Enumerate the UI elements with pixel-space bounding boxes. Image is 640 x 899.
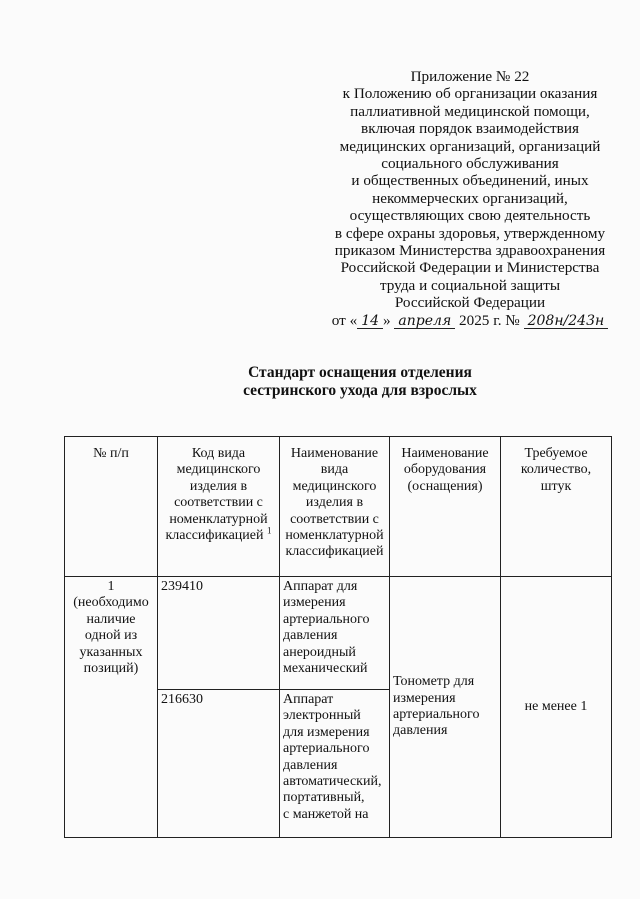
table-row — [65, 577, 612, 690]
code-cell: 216630 — [158, 690, 280, 838]
equipment-table — [64, 436, 612, 838]
appendix-line: включая порядок взаимодействия — [361, 120, 579, 138]
header-equipment: Наименование оборудования (оснащения) — [390, 437, 501, 577]
appendix-line: и общественных объединений, иных — [351, 172, 589, 190]
order-number: 208н/243н — [524, 314, 609, 329]
equipment-cell: Тонометр для измерения артериального давления — [390, 577, 501, 838]
appendix-line: некоммерческих организаций, — [372, 189, 568, 207]
order-date-line — [320, 312, 620, 329]
appendix-line: Приложение № 22 — [410, 68, 530, 85]
header-num: № п/п — [65, 437, 158, 577]
appendix-line: к Положению об организации оказания — [342, 85, 598, 103]
header-quantity: Требуемое количество, штук — [501, 437, 612, 577]
appendix-line: социального обслуживания — [381, 155, 559, 173]
date-mid: » — [383, 311, 391, 329]
appendix-line: осуществляющих свою деятельность — [349, 207, 591, 225]
row-num-cell: 1 (необходимо наличие одной из указанных позиций) — [65, 577, 158, 838]
date-year: 2025 г. № — [459, 311, 520, 329]
device-name-cell: Аппарат электронный для измерения артериального давления автоматический, портативный, с манжетой на — [280, 690, 390, 838]
appendix-line: в сфере охраны здоровья, утвержденному — [334, 224, 606, 242]
date-prefix: от « — [331, 311, 358, 329]
header-code: Код вида медицинского изделия в соответствии с номенклатурной классификацией $^1$ — [158, 437, 280, 577]
date-month: апреля — [394, 314, 455, 329]
document-title — [160, 364, 560, 400]
code-cell: 239410 — [158, 577, 280, 690]
footnote-mark: 1 — [266, 525, 272, 536]
quantity-cell: не менее 1 — [501, 577, 612, 838]
device-name-cell: Аппарат для измерения артериального давления анероидный механический — [280, 577, 390, 690]
appendix-line: труда и социальной защиты — [379, 276, 561, 294]
appendix-line: Российской Федерации и Министерства — [340, 259, 600, 277]
appendix-line: паллиативной медицинской помощи, — [350, 102, 590, 120]
table-header-row — [65, 437, 612, 577]
appendix-line: медицинских организаций, организаций — [339, 137, 601, 155]
appendix-header — [320, 68, 620, 329]
header-name: Наименование вида медицинского изделия в соответствии с номенклатурной классификацией — [280, 437, 390, 577]
appendix-line: приказом Министерства здравоохранения — [334, 242, 606, 260]
title-line-1: Стандарт оснащения отделения — [248, 364, 472, 381]
appendix-line: Российской Федерации — [394, 294, 546, 312]
title-line-2: сестринского ухода для взрослых — [243, 382, 477, 399]
date-day: 14 — [357, 314, 383, 329]
